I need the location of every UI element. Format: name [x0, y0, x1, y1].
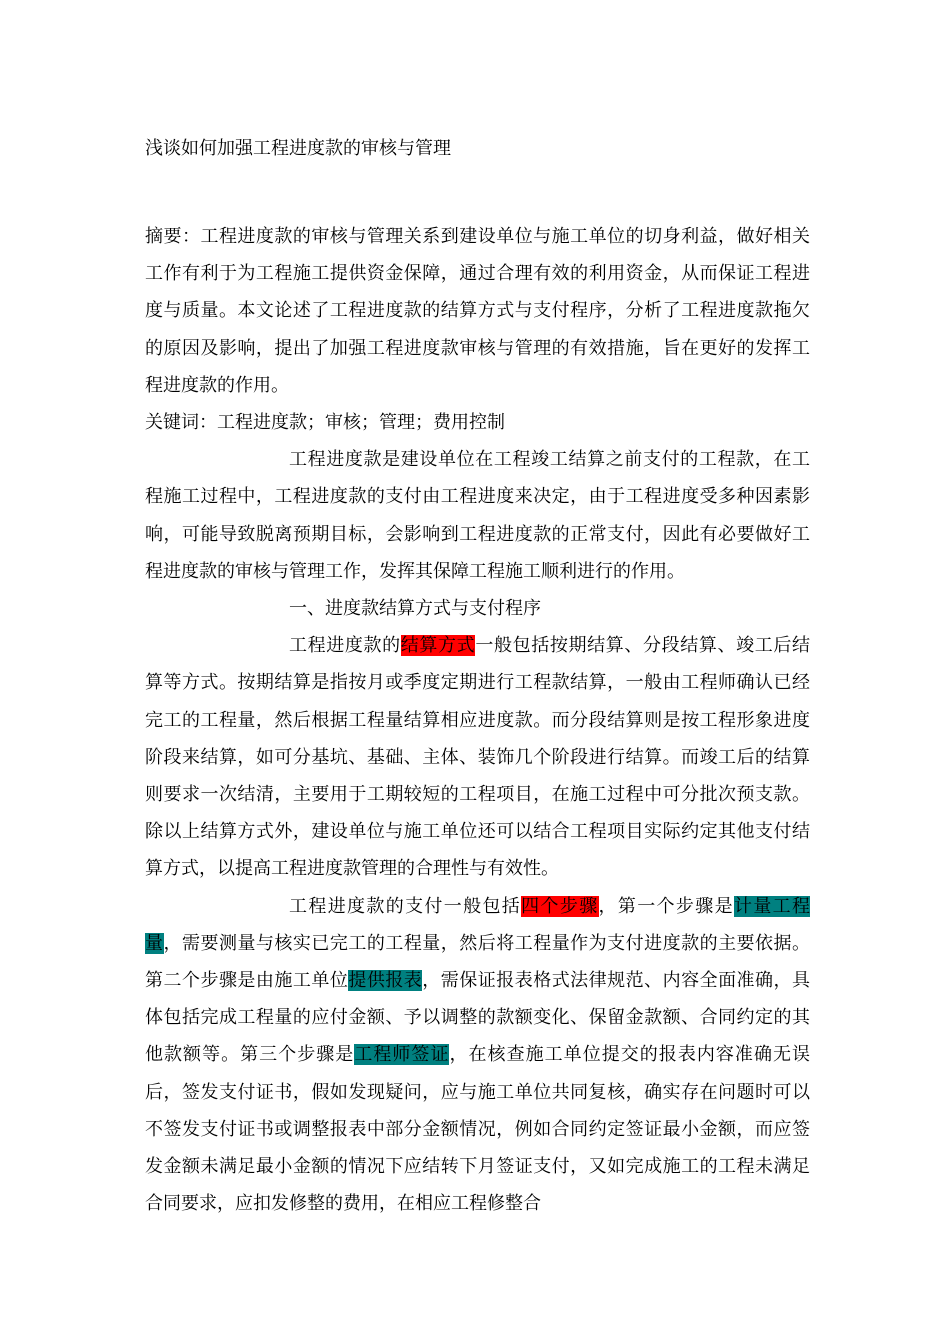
section-heading: 一、进度款结算方式与支付程序 [289, 598, 541, 620]
highlight-settlement-method: 结算方式 [400, 635, 476, 657]
highlight-measure-quantity: 计量工程量 [145, 895, 811, 954]
settlement-paragraph [145, 627, 810, 887]
intro-paragraph: 工程进度款是建设单位在工程竣工结算之前支付的工程款，在工程施工过程中，工程进度款的支付由工程进度来决定，由于工程进度受多种因素影响，可能导致脱离预期目标，会影响到工程进度款的正常支付，因此有必要做好工程进度款的审核与管理工作，发挥其保障工程施工顺利进行的作用。 [145, 449, 810, 582]
text-run: ，在核查施工单位提交的报表内容准确无误后，签发支付证书，假如发现疑问，应与施工单位共同复核，确实存在问题时可以不签发支付证书或调整报表中部分金额情况，例如合同约定签证最小金额，而应签发金额未满足最小金额的情况下应结转下月签证支付，又如完成施工的工程未满足合同要求，应扣发修整的费用，在相应工程修整合 [145, 1044, 811, 1215]
abstract-paragraph: 摘要：工程进度款的审核与管理关系到建设单位与施工单位的切身利益，做好相关工作有利于为工程施工提供资金保障，通过合理有效的利用资金，从而保证工程进度与质量。本文论述了工程进度款的结算方式与支付程序，分析了工程进度款拖欠的原因及影响，提出了加强工程进度款审核与管理的有效措施，旨在更好的发挥工程进度款的作用。 [145, 226, 810, 396]
text-run: ，第一个步骤是 [598, 895, 734, 917]
text-run: 工程进度款的支付一般包括 [289, 895, 522, 917]
text-run: ，需保证报表格式法律规范、内容全面准确，具体包括完成工程量的应付金额、予以调整的款额变化、保留金款额、合同约定的其他款额等。第三个步骤是 [145, 970, 811, 1066]
keywords-line: 关键词：工程进度款；审核；管理；费用控制 [145, 412, 505, 434]
payment-steps-paragraph [145, 888, 810, 1223]
highlight-engineer-visa: 工程师签证 [354, 1044, 450, 1066]
text-run: 一般包括按期结算、分段结算、竣工后结算等方式。按期结算是指按月或季度定期进行工程款结算，一般由工程师确认已经完工的工程量，然后根据工程量结算相应进度款。而分段结算则是按工程形象进度阶段来结算，如可分基坑、基础、主体、装饰几个阶段进行结算。而竣工后的结算则要求一次结清，主要用于工期较短的工程项目，在施工过程中可分批次预支款。除以上结算方式外，建设单位与施工单位还可以结合工程项目实际约定其他支付结算方式，以提高工程进度款管理的合理性与有效性。 [145, 635, 811, 880]
highlight-provide-report: 提供报表 [348, 970, 423, 992]
text-run: 工程进度款的 [289, 635, 401, 657]
document-body [145, 218, 810, 1222]
highlight-four-steps: 四个步骤 [521, 895, 599, 917]
document-title: 浅谈如何加强工程进度款的审核与管理 [145, 138, 451, 159]
text-run: ，需要测量与核实已完工的工程量，然后将工程量作为支付进度款的主要依据。第二个步骤是由施工单位 [145, 932, 811, 992]
